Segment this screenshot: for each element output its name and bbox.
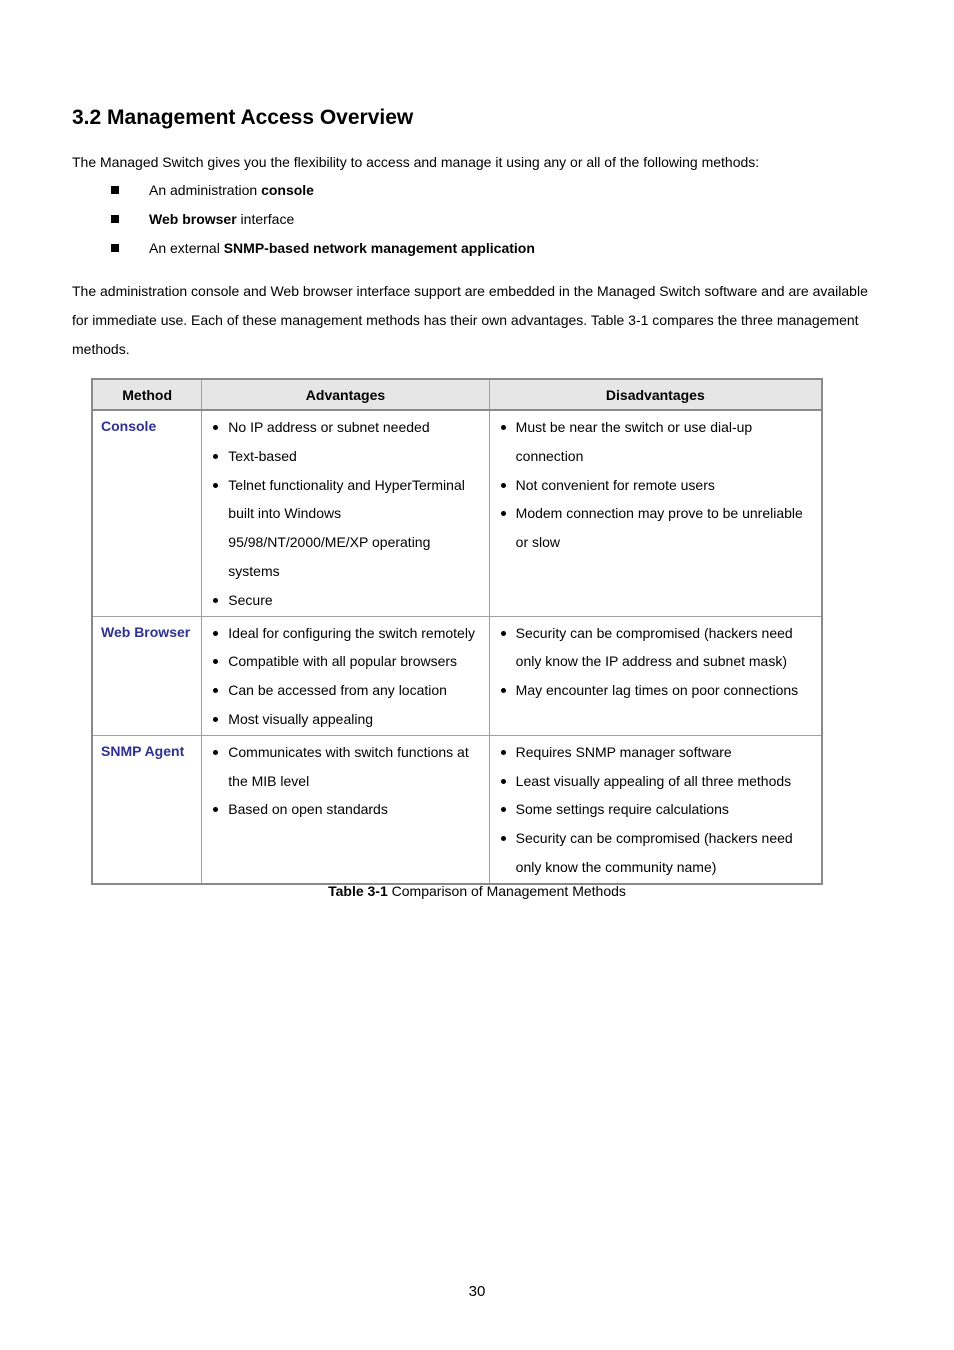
method-cell: SNMP Agent [92,735,202,883]
list-item: An external SNMP-based network management application [72,237,535,266]
method-cell: Web Browser [92,616,202,735]
table-header-row [92,379,822,410]
advantages-cell [202,616,489,735]
methods-list [72,179,535,266]
advantages-cell [202,410,489,616]
caption-label: Table 3-1 [328,883,388,899]
list-item: Compatible with all popular browsers [228,647,482,676]
list-item: Security can be compromised (hackers need only know the IP address and subnet mask) [516,619,815,677]
list-item: Communicates with switch functions at the MIB level [228,738,482,796]
body-paragraph: The administration console and Web browser interface support are embedded in the Managed Switch software and are available for immediate use. Each of these management methods has their own advantages. Table 3-1 compares the three management methods. [72,283,868,357]
list-item: Most visually appealing [228,705,482,734]
disadvantages-cell [489,616,822,735]
table-row [92,735,822,883]
list-item: Ideal for configuring the switch remotely [228,619,482,648]
table-caption [0,881,954,901]
section-heading: 3.2 Management Access Overview [72,106,414,129]
intro-text: The Managed Switch gives you the flexibility to access and manage it using any or all of the following methods: [72,154,760,170]
caption-text: Comparison of Management Methods [387,883,626,899]
square-bullet-icon [111,244,119,252]
list-item: An administration console [72,179,535,208]
list-item: Must be near the switch or use dial-up connection [516,413,815,471]
comparison-table [91,378,823,885]
list-item: Security can be compromised (hackers need only know the community name) [516,824,815,882]
list-item: Text-based [228,442,482,471]
list-item: Not convenient for remote users [516,471,815,500]
column-header-disadvantages: Disadvantages [489,379,822,410]
page-number: 30 [468,1283,486,1300]
list-item: Some settings require calculations [516,795,815,824]
table-row [92,410,822,616]
disadvantages-cell [489,410,822,616]
advantages-cell [202,735,489,883]
list-item: Telnet functionality and HyperTerminal built into Windows 95/98/NT/2000/ME/XP operating systems [228,471,482,586]
list-item: Web browser interface [72,208,535,237]
column-header-advantages: Advantages [202,379,489,410]
list-item: Based on open standards [228,795,482,824]
list-item: Can be accessed from any location [228,676,482,705]
method-cell: Console [92,410,202,616]
square-bullet-icon [111,186,119,194]
table-row [92,616,822,735]
list-item: Modem connection may prove to be unreliable or slow [516,499,815,557]
list-item: Requires SNMP manager software [516,738,815,767]
list-item: Secure [228,586,482,615]
list-item: Least visually appealing of all three methods [516,767,815,796]
disadvantages-cell [489,735,822,883]
list-item: No IP address or subnet needed [228,413,482,442]
column-header-method: Method [92,379,202,410]
list-item: May encounter lag times on poor connections [516,676,815,705]
square-bullet-icon [111,215,119,223]
